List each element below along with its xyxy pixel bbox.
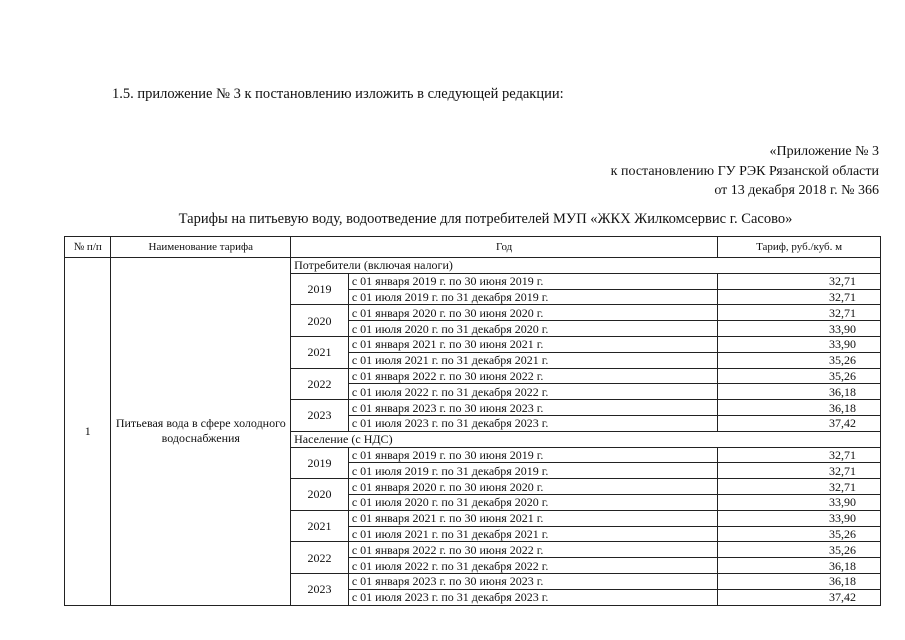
document-title: [0, 211, 905, 228]
tariff-name: Питьевая вода в сфере холодного водоснабжения: [111, 258, 291, 606]
appendix-line-3: от 13 декабря 2018 г. № 366: [714, 183, 879, 198]
period-cell: с 01 января 2022 г. по 30 июня 2022 г.: [348, 368, 717, 384]
period-cell: с 01 января 2020 г. по 30 июня 2020 г.: [348, 305, 717, 321]
period-cell: с 01 января 2021 г. по 30 июня 2021 г.: [348, 336, 717, 352]
price-cell: 33,90: [718, 336, 881, 352]
group-row: [65, 258, 881, 274]
price-cell: 32,71: [718, 273, 881, 289]
header-name: Наименование тарифа: [111, 237, 291, 258]
header-num: № п/п: [65, 237, 111, 258]
period-cell: с 01 января 2019 г. по 30 июня 2019 г.: [348, 273, 717, 289]
period-cell: с 01 января 2023 г. по 30 июня 2023 г.: [348, 573, 717, 589]
tariff-table-body: [65, 237, 881, 606]
period-cell: с 01 июля 2022 г. по 31 декабря 2022 г.: [348, 384, 717, 400]
price-cell: 32,71: [718, 447, 881, 463]
period-cell: с 01 января 2019 г. по 30 июня 2019 г.: [348, 447, 717, 463]
consumer-group-label: Население (с НДС): [291, 431, 881, 447]
period-cell: с 01 июля 2019 г. по 31 декабря 2019 г.: [348, 289, 717, 305]
period-cell: с 01 января 2023 г. по 30 июня 2023 г.: [348, 400, 717, 416]
period-cell: с 01 января 2022 г. по 30 июня 2022 г.: [348, 542, 717, 558]
year-cell: 2023: [291, 400, 349, 432]
price-cell: 35,26: [718, 526, 881, 542]
appendix-line-2: к постановлению ГУ РЭК Рязанской области: [610, 163, 879, 179]
period-cell: с 01 июля 2022 г. по 31 декабря 2022 г.: [348, 558, 717, 574]
period-cell: с 01 июля 2020 г. по 31 декабря 2020 г.: [348, 321, 717, 337]
appendix-reference: [611, 142, 879, 201]
price-cell: 33,90: [718, 510, 881, 526]
consumer-group-label: Потребители (включая налоги): [291, 258, 881, 274]
year-cell: 2020: [291, 305, 349, 337]
year-cell: 2019: [291, 447, 349, 479]
price-cell: 32,71: [718, 479, 881, 495]
year-cell: 2020: [291, 479, 349, 511]
header-price: Тариф, руб./куб. м: [718, 237, 881, 258]
price-cell: 36,18: [718, 400, 881, 416]
price-cell: 35,26: [718, 352, 881, 368]
period-cell: с 01 июля 2023 г. по 31 декабря 2023 г.: [348, 589, 717, 605]
price-cell: 35,26: [718, 542, 881, 558]
price-cell: 32,71: [718, 305, 881, 321]
year-cell: 2022: [291, 368, 349, 400]
price-cell: 37,42: [718, 589, 881, 605]
period-cell: с 01 января 2021 г. по 30 июня 2021 г.: [348, 510, 717, 526]
price-cell: 36,18: [718, 384, 881, 400]
period-cell: с 01 июля 2021 г. по 31 декабря 2021 г.: [348, 352, 717, 368]
price-cell: 37,42: [718, 415, 881, 431]
price-cell: 33,90: [718, 494, 881, 510]
row-number: 1: [65, 258, 111, 606]
table-header-row: [65, 237, 881, 258]
appendix-line-1: «Приложение № 3: [769, 144, 879, 159]
period-cell: с 01 июля 2021 г. по 31 декабря 2021 г.: [348, 526, 717, 542]
year-cell: 2023: [291, 573, 349, 605]
price-cell: 36,18: [718, 573, 881, 589]
header-year: Год: [291, 237, 718, 258]
period-cell: с 01 июля 2023 г. по 31 декабря 2023 г.: [348, 415, 717, 431]
year-cell: 2019: [291, 273, 349, 305]
price-cell: 33,90: [718, 321, 881, 337]
period-cell: с 01 января 2020 г. по 30 июня 2020 г.: [348, 479, 717, 495]
tariff-table: [64, 236, 881, 606]
year-cell: 2022: [291, 542, 349, 574]
year-cell: 2021: [291, 510, 349, 542]
period-cell: с 01 июля 2019 г. по 31 декабря 2019 г.: [348, 463, 717, 479]
price-cell: 35,26: [718, 368, 881, 384]
price-cell: 36,18: [718, 558, 881, 574]
period-cell: с 01 июля 2020 г. по 31 декабря 2020 г.: [348, 494, 717, 510]
intro-paragraph: 1.5. приложение № 3 к постановлению изложить в следующей редакции:: [112, 86, 564, 102]
price-cell: 32,71: [718, 289, 881, 305]
price-cell: 32,71: [718, 463, 881, 479]
year-cell: 2021: [291, 336, 349, 368]
document-title-text: Тарифы на питьевую воду, водоотведение для потребителей МУП «ЖКХ Жилкомсервис г. Сасово»: [178, 211, 793, 227]
